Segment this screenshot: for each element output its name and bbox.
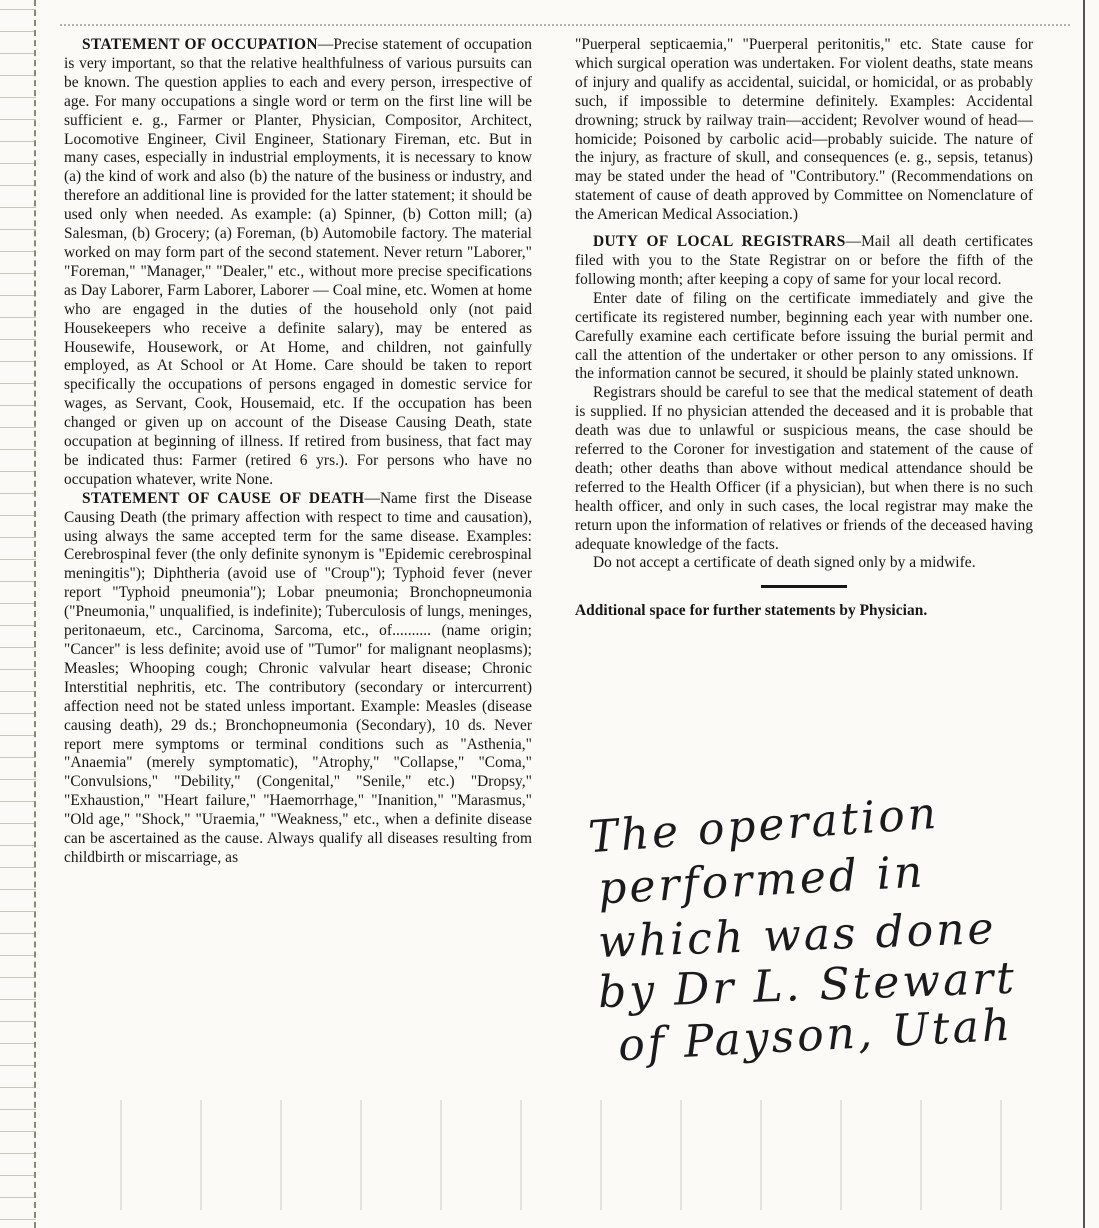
cause-of-death-text: —Name first the Disease Causing Death (the primary affection with respect to time and causation), using always the same accepted term for the same disease. Examples: Cerebrospinal fever (the only definite synonym is "Epidemic cerebrospinal meningitis"); Diphtheria (avoid use of "Croup"); Typhoid fever (never report "Typhoid pneumonia"); Lobar pneumonia; Bronchopneumonia ("Pneumonia," unqualified, is indefinite); Tuberculosis of lungs, meninges, peritonaeum, etc., Carcinoma, Sarcoma, etc., of.......... (name origin; "Cancer" is less definite; avoid use of "Tumor" for malignant neoplasms); Measles; Whooping cough; Chronic valvular heart disease; Chronic Interstitial nephritis, etc. The contributory (secondary or intercurrent) affection need not be stated unless important. Example: Measles (disease causing death), 29 ds.; Bronchopneumonia (Secondary), 10 ds. Never report mere symptoms or terminal conditions such as "Asthenia," "Anaemia" (merely symptomatic), "Atrophy," "Collapse," "Coma," "Convulsions," "Debility," (Congenital," "Senile," etc.) "Dropsy," "Exhaustion," "Heart failure," "Haemorrhage," "Inanition," "Marasmus," "Old age," "Shock," "Uraemia," "Weakness," etc., when a definite disease can be ascertained as the cause. Always qualify all diseases resulting from childbirth or miscarriage, as (64, 489, 532, 866)
occupation-heading: STATEMENT OF OCCUPATION (82, 36, 318, 53)
cause-of-death-paragraph (64, 490, 532, 868)
bleed-through-marks (80, 1100, 1080, 1210)
handwriting-line: performed in (596, 846, 927, 915)
registrars-heading: DUTY OF LOCAL REGISTRARS (593, 233, 846, 251)
registrars-text: —Mail all death certificates filed with you to the State Registrar on or before the fifth of the following month; after keeping a copy of same for your local record. (575, 233, 1033, 288)
page-right-border (1083, 0, 1093, 1228)
registrars-paragraph (575, 233, 1033, 290)
right-instructions-column (575, 36, 1033, 621)
additional-space-label: Additional space for further statements by Physician. (575, 602, 928, 620)
midwife-paragraph: Do not accept a certificate of death signed only by a midwife. (593, 554, 976, 572)
occupation-paragraph (64, 36, 532, 490)
handwriting-line: The operation (586, 787, 941, 864)
handwriting-line: by Dr L. Stewart (597, 952, 1018, 1019)
medical-statement-paragraph: Registrars should be careful to see that the medical statement of death is supplied. If no physician attended the deceased and it is probable that death was due to unlawful or suspicious means, the case should be referred to the Coroner for investigation and statement of the cause of death; other deaths than above without medical attendance should be referred to the Health Officer (if a physician), but when there is no such health officer, and only in such cases, the local registrar may make the return upon the information of relatives or friends of the deceased having adequate knowledge of the facts. (575, 384, 1033, 553)
torn-binding-edge (0, 0, 36, 1228)
faded-top-header (60, 4, 1070, 26)
cause-of-death-heading: STATEMENT OF CAUSE OF DEATH (82, 489, 365, 507)
continuation-paragraph: "Puerperal septicaemia," "Puerperal peritonitis," etc. State cause for which surgical operation was undertaken. For violent deaths, state means of injury and qualify as accidental, suicidal, or homicidal, or as probably such, if impossible to determine definitely. Examples: Accidental drowning; struck by railway train—accident; Revolver wound of head—homicide; Poisoned by carbolic acid—probably suicide. The nature of the injury, as fracture of skull, and consequences (e. g., sepsis, tetanus) may be stated under the head of "Contributory." (Recommendations on statement of cause of death approved by Committee on Nomenclature of the American Medical Association.) (575, 36, 1033, 224)
handwriting-line: of Payson, Utah (616, 999, 1015, 1072)
section-divider (761, 585, 847, 588)
left-instructions-column (64, 36, 532, 868)
physician-handwritten-note (578, 787, 1068, 1072)
handwriting-line: which was done (597, 903, 998, 968)
occupation-text: —Precise statement of occupation is very important, so that the relative healthfulness of various pursuits can be known. The question applies to each and every person, irrespective of age. For many occupations a single word or term on the first line will be sufficient e. g., Farmer or Planter, Physician, Compositor, Architect, Locomotive Engineer, Civil Engineer, Stationary Fireman, etc. But in many cases, especially in industrial employments, it is necessary to know (a) the kind of work and also (b) the nature of the business or industry, and therefore an additional line is provided for the latter statement; it should be used only when needed. As example: (a) Spinner, (b) Cotton mill; (a) Salesman, (b) Grocery; (a) Foreman, (b) Automobile factory. The material worked on may form part of the second statement. Never return "Laborer," "Foreman," "Manager," "Dealer," etc., without more precise specifications as Day Laborer, Farm Laborer, Laborer — Coal mine, etc. Women at home who are engaged in the duties of the household only (not paid Housekeepers who receive a definite salary), may be entered as Housewife, Housework, or At Home, and children, not gainfully employed, as At School or At Home. Care should be taken to report specifically the occupations of persons engaged in domestic service for wages, as Servant, Cook, Housemaid, etc. If the occupation has been changed or given up on account of the Disease Causing Death, state occupation at beginning of illness. If retired from business, that fact may be indicated thus: Farmer (retired 6 yrs.). For persons who have no occupation whatever, write None. (64, 36, 532, 488)
filing-paragraph: Enter date of filing on the certificate immediately and give the certificate its registered number, beginning each year with number one. Carefully examine each certificate before issuing the burial permit and call the attention of the undertaker or other person to any omissions. If the information cannot be secured, it should be plainly stated unknown. (575, 289, 1033, 383)
